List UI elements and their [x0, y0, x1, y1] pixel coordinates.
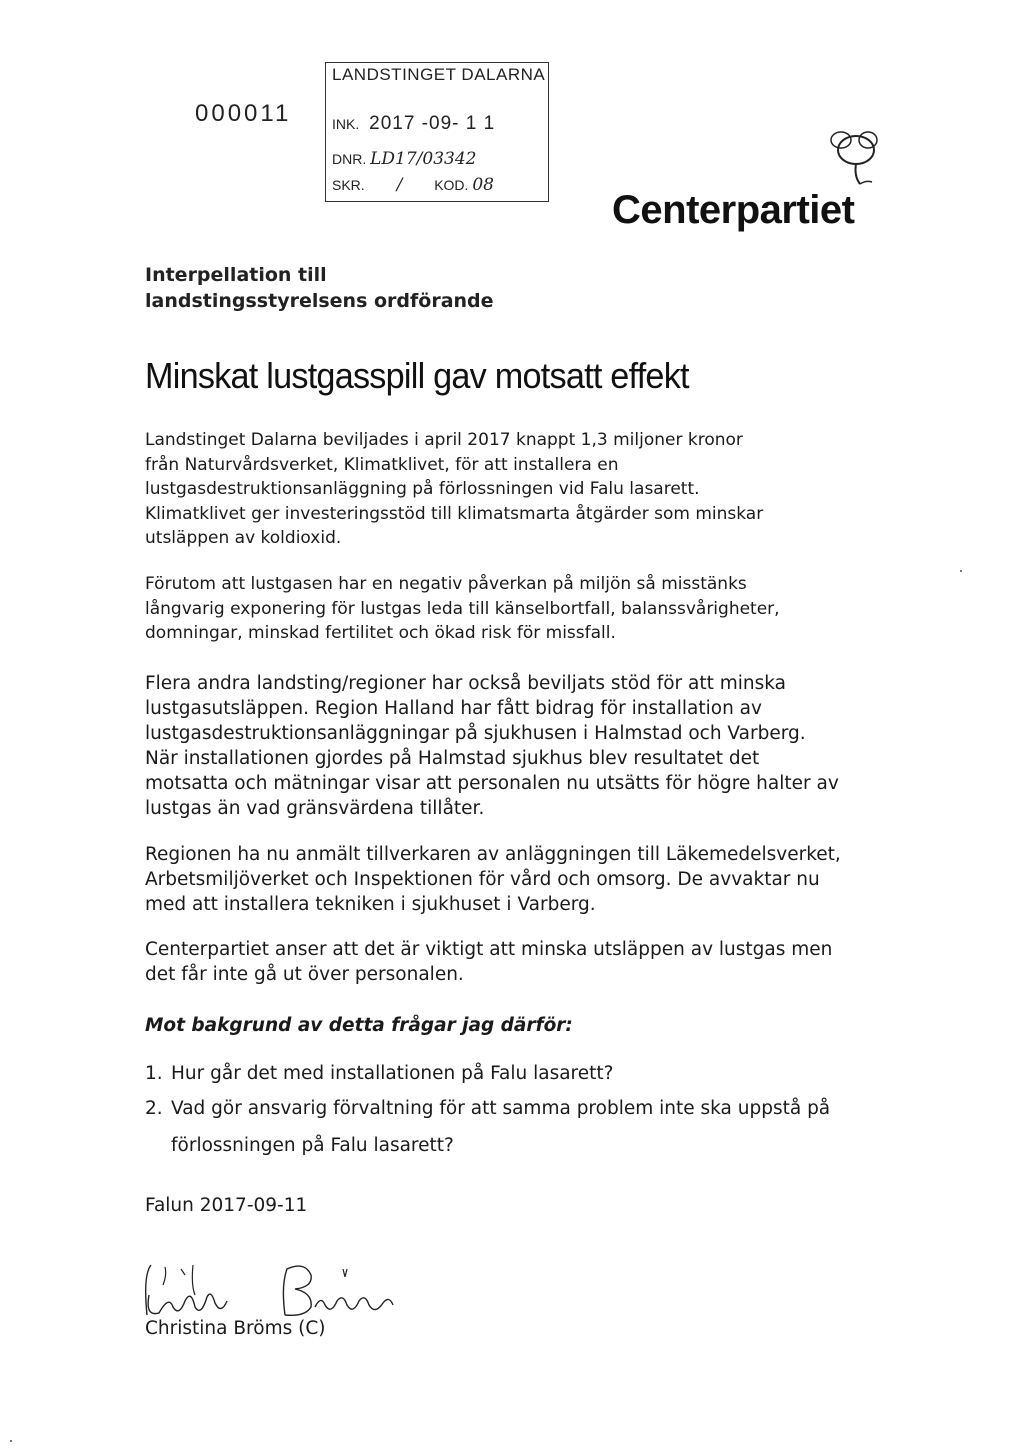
stamp-ink-row — [332, 113, 495, 135]
paragraph-line: Arbetsmiljöverket och Inspektionen för vård och omsorg. De avvaktar nu — [145, 869, 820, 890]
paragraph-1 — [145, 428, 905, 551]
question-number: 1. — [145, 1063, 163, 1084]
stamp-dnr-value: LD17/03342 — [370, 149, 477, 169]
paragraph-line: Landstinget Dalarna beviljades i april 2017 knappt 1,3 miljoner kronor — [145, 430, 743, 450]
four-leaf-clover-icon — [680, 118, 880, 198]
paragraph-line: det får inte gå ut över personalen. — [145, 964, 464, 985]
paragraph-line: Centerpartiet anser att det är viktigt att minska utsläppen av lustgas men — [145, 939, 833, 960]
question-text: Hur går det med installationen på Falu lasarett? — [171, 1063, 614, 1084]
paragraph-line: med att installera tekniken i sjukhuset i Varberg. — [145, 894, 596, 915]
scan-speck — [960, 570, 962, 572]
stamp-skr-row — [332, 175, 494, 195]
question-number: 2. — [145, 1098, 163, 1119]
paragraph-line: lustgasutsläppen. Region Halland har fått bidrag för installation av — [145, 698, 762, 719]
stamp-dnr-row — [332, 149, 476, 169]
signer-name: Christina Bröms (C) — [145, 1318, 326, 1339]
paragraph-line: motsatta och mätningar visar att personalen nu utsätts för högre halter av — [145, 773, 839, 794]
paragraph-line: lustgasdestruktionsanläggning på förlossningen vid Falu lasarett. — [145, 479, 700, 499]
paragraph-line: långvarig exponering för lustgas leda till känselbortfall, balanssvårigheter, — [145, 598, 780, 619]
paragraph-line: utsläppen av koldioxid. — [145, 528, 342, 548]
question-text: Vad gör ansvarig förvaltning för att samma problem inte ska uppstå på — [171, 1098, 831, 1119]
stamp-ink-label: INK. — [332, 116, 360, 132]
stamp-skr-value: / — [396, 175, 403, 195]
document-title: Minskat lustgasspill gav motsatt effekt — [145, 355, 689, 396]
stamp-organization: LANDSTINGET DALARNA — [332, 65, 546, 84]
question-2 — [145, 1098, 830, 1119]
paragraph-line: Klimatklivet ger investeringsstöd till klimatsmarta åtgärder som minskar — [145, 503, 764, 524]
stamp-kod-label: KOD. — [434, 177, 469, 193]
document-number: 000011 — [195, 100, 292, 127]
question-2-continuation: förlossningen på Falu lasarett? — [171, 1135, 454, 1156]
stamp-skr-label: SKR. — [332, 177, 365, 193]
paragraph-line: lustgasdestruktionsanläggningar på sjukhusen i Halmstad och Varberg. — [145, 723, 806, 744]
paragraph-line: från Naturvårdsverket, Klimatklivet, för att installera en — [145, 454, 619, 475]
stamp-dnr-label: DNR. — [332, 151, 367, 167]
stamp-kod-value: 08 — [472, 175, 494, 195]
paragraph-line: Regionen ha nu anmält tillverkaren av anläggningen till Läkemedelsverket, — [145, 844, 841, 865]
scan-speck — [10, 1440, 12, 1442]
stamp-ink-date: 2017 -09- 1 1 — [369, 113, 496, 134]
paragraph-5 — [145, 937, 905, 987]
paragraph-line: Förutom att lustgasen har en negativ påverkan på miljön så misstänks — [145, 574, 747, 594]
date-place: Falun 2017-09-11 — [145, 1195, 308, 1216]
received-stamp — [325, 62, 549, 202]
paragraph-line: lustgas än vad gränsvärdena tillåter. — [145, 798, 485, 819]
paragraph-4 — [145, 842, 905, 917]
paragraph-line: Flera andra landsting/regioner har också beviljats stöd för att minska — [145, 673, 787, 694]
interpellation-heading — [145, 262, 494, 314]
interpellation-heading-line: Interpellation till — [145, 264, 327, 286]
question-heading: Mot bakgrund av detta frågar jag därför: — [145, 1015, 573, 1036]
paragraph-2 — [145, 572, 905, 646]
interpellation-heading-line: landstingsstyrelsens ordförande — [145, 290, 494, 312]
question-1 — [145, 1063, 613, 1084]
paragraph-3 — [145, 671, 905, 821]
paragraph-line: domningar, minskad fertilitet och ökad risk för missfall. — [145, 623, 616, 643]
paragraph-line: När installationen gjordes på Halmstad sjukhus blev resultatet det — [145, 748, 760, 769]
party-logo-name: Centerpartiet — [612, 188, 855, 232]
